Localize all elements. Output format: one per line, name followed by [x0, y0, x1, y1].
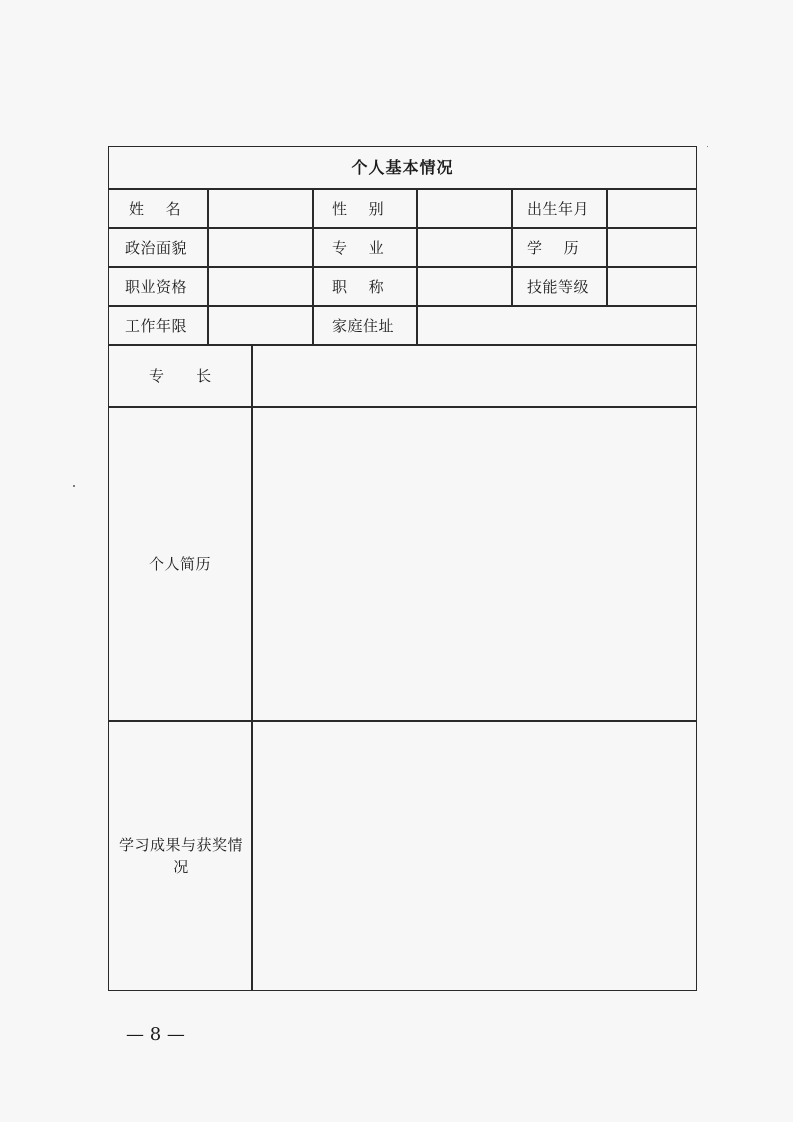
row-divider	[109, 720, 696, 722]
achievements-label-line1: 学习成果与获奖情	[118, 836, 243, 854]
birth-date-label: 出生年月	[527, 200, 590, 218]
gender-label: 性 别	[332, 200, 385, 218]
column-divider	[207, 188, 209, 345]
page-number: — 8 —	[126, 1024, 185, 1045]
row-divider	[109, 344, 696, 346]
personal-info-form	[108, 146, 697, 991]
specialty-label: 专 长	[149, 367, 212, 385]
scan-speck	[707, 146, 708, 147]
education-label: 学 历	[527, 239, 580, 257]
column-divider	[312, 188, 314, 345]
work-years-label: 工作年限	[125, 317, 188, 335]
skill-level-label: 技能等级	[527, 278, 590, 296]
column-divider	[511, 188, 513, 306]
row-divider	[109, 227, 696, 229]
row-divider	[109, 305, 696, 307]
row-divider	[109, 406, 696, 408]
home-address-label: 家庭住址	[332, 317, 395, 335]
form-title: 个人基本情况	[351, 158, 454, 177]
row-divider	[109, 266, 696, 268]
column-divider	[251, 344, 253, 990]
name-label: 姓 名	[129, 200, 182, 218]
achievements-label	[113, 834, 249, 878]
major-label: 专 业	[332, 239, 385, 257]
resume-label: 个人简历	[149, 555, 212, 573]
scan-speck	[73, 485, 75, 487]
professional-title-label: 职 称	[332, 278, 385, 296]
column-divider	[416, 188, 418, 345]
row-divider	[109, 188, 696, 190]
achievements-label-line2: 况	[173, 858, 189, 876]
column-divider	[606, 188, 608, 306]
qualification-label: 职业资格	[125, 278, 188, 296]
political-status-label: 政治面貌	[125, 239, 188, 257]
